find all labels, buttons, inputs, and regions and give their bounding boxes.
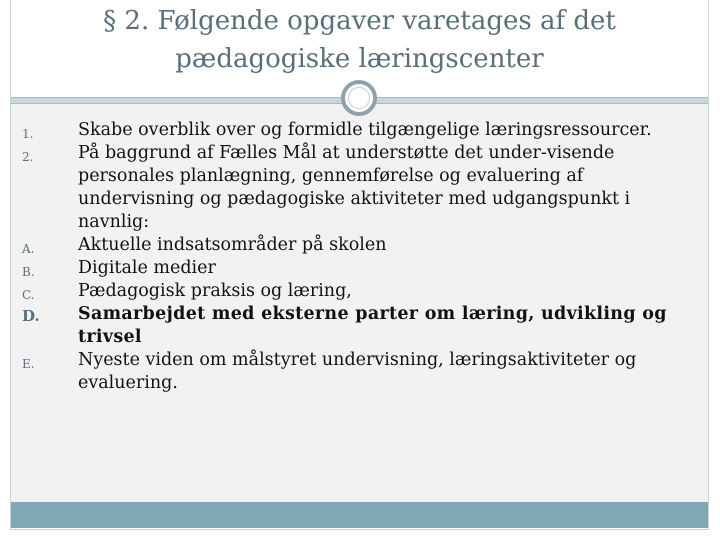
slide-title-line-2: pædagogiske læringscenter [175,44,544,74]
list-item-2 [22,142,692,234]
list-item-text: Digitale medier [78,258,216,278]
list-marker: B. [22,265,35,279]
list-item-b [22,257,692,280]
list-item-a [22,234,692,257]
list-item-text: Skabe overblik over og formidle tilgængelige læringsressourcer. [78,120,652,140]
list-marker: E. [22,357,35,371]
list-item-d [22,303,692,349]
list-marker: 2. [22,150,34,164]
list-item-text: Pædagogisk praksis og læring, [78,281,352,301]
list-item-text: Aktuelle indsatsområder på skolen [78,235,387,255]
content-list [22,119,692,395]
list-item-text: Nyeste viden om målstyret undervisning, læringsaktiviteter og evaluering. [78,350,637,393]
list-item-c [22,280,692,303]
list-marker: A. [22,242,35,256]
list-marker: D. [22,307,40,325]
footer-bar [11,502,708,528]
slide-title [11,2,708,78]
list-marker: C. [22,288,35,302]
slide-title-line-1: § 2. Følgende opgaver varetages af det [103,6,616,36]
list-item-e [22,349,692,395]
list-item-text: Samarbejdet med eksterne parter om læring, udvikling og trivsel [78,304,667,347]
list-item-text: På baggrund af Fælles Mål at understøtte det under-visende personales planlægning, gennemførelse og evaluering af undervisning og pædagogiske aktiviteter med udgangspunkt i navnlig: [78,143,631,232]
list-marker: 1. [22,127,34,141]
list-item-1 [22,119,692,142]
circle-ornament-icon [341,80,377,116]
